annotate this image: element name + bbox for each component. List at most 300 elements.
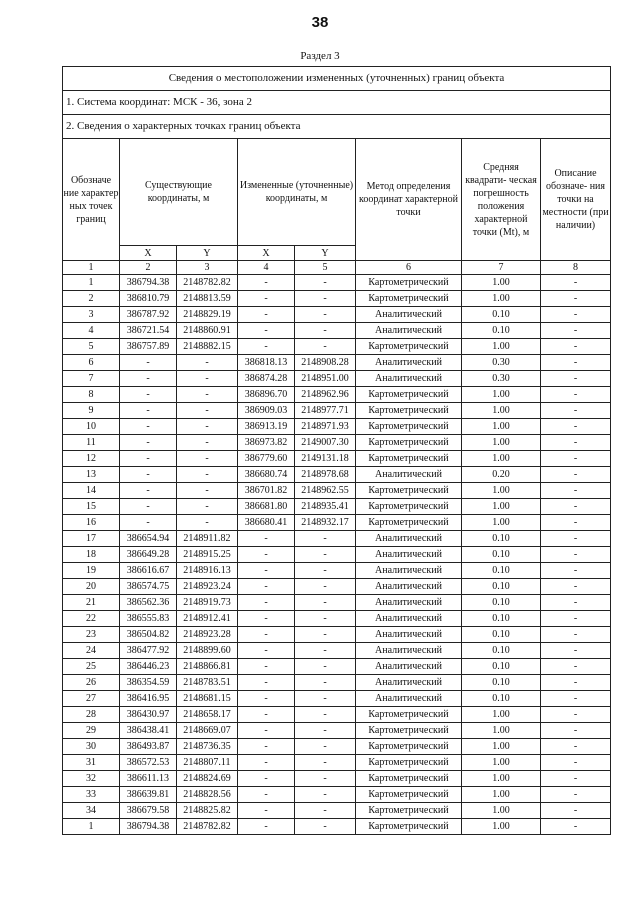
- cell-error: 0.10: [462, 611, 541, 627]
- cell-point-id: 18: [63, 547, 120, 563]
- cell-existing-x: -: [120, 355, 177, 371]
- cell-existing-y: 2148915.25: [177, 547, 238, 563]
- cell-changed-y: -: [295, 643, 356, 659]
- cell-changed-y: -: [295, 275, 356, 291]
- cell-error: 1.00: [462, 339, 541, 355]
- points-heading: 2. Сведения о характерных точках границ объекта: [63, 115, 611, 139]
- cell-error: 1.00: [462, 387, 541, 403]
- table-row: [63, 819, 611, 835]
- cell-method: Картометрический: [356, 755, 462, 771]
- header-error: Средняя квадрати- ческая погрешность положения характерной точки (Mt), м: [462, 139, 541, 261]
- cell-error: 0.20: [462, 467, 541, 483]
- cell-changed-y: 2148908.28: [295, 355, 356, 371]
- cell-error: 0.10: [462, 307, 541, 323]
- cell-error: 1.00: [462, 739, 541, 755]
- table-row: [63, 659, 611, 675]
- cell-point-id: 26: [63, 675, 120, 691]
- cell-error: 1.00: [462, 483, 541, 499]
- cell-point-id: 33: [63, 787, 120, 803]
- cell-error: 0.10: [462, 547, 541, 563]
- cell-existing-y: -: [177, 515, 238, 531]
- cell-existing-y: 2148919.73: [177, 595, 238, 611]
- cell-method: Картометрический: [356, 275, 462, 291]
- cell-existing-y: 2148807.11: [177, 755, 238, 771]
- column-numbers-row: [63, 261, 611, 275]
- cell-description: -: [541, 371, 611, 387]
- cell-point-id: 10: [63, 419, 120, 435]
- cell-point-id: 24: [63, 643, 120, 659]
- cell-point-id: 21: [63, 595, 120, 611]
- table-row: [63, 419, 611, 435]
- cell-description: -: [541, 275, 611, 291]
- column-number: 8: [541, 261, 611, 275]
- cell-description: -: [541, 355, 611, 371]
- cell-changed-y: -: [295, 339, 356, 355]
- cell-existing-y: -: [177, 499, 238, 515]
- cell-error: 1.00: [462, 803, 541, 819]
- column-number: 2: [120, 261, 177, 275]
- cell-error: 0.30: [462, 355, 541, 371]
- column-number: 5: [295, 261, 356, 275]
- cell-existing-x: 386574.75: [120, 579, 177, 595]
- cell-existing-y: 2148916.13: [177, 563, 238, 579]
- cell-point-id: 32: [63, 771, 120, 787]
- cell-changed-y: -: [295, 611, 356, 627]
- cell-method: Картометрический: [356, 483, 462, 499]
- cell-existing-y: 2148813.59: [177, 291, 238, 307]
- cell-description: -: [541, 755, 611, 771]
- cell-existing-y: 2148923.28: [177, 627, 238, 643]
- cell-changed-y: -: [295, 723, 356, 739]
- cell-changed-x: -: [238, 307, 295, 323]
- cell-existing-x: 386679.58: [120, 803, 177, 819]
- cell-description: -: [541, 515, 611, 531]
- table-row: [63, 787, 611, 803]
- cell-existing-y: 2148681.15: [177, 691, 238, 707]
- cell-method: Картометрический: [356, 819, 462, 835]
- cell-existing-x: 386654.94: [120, 531, 177, 547]
- column-number: 7: [462, 261, 541, 275]
- cell-changed-x: 386681.80: [238, 499, 295, 515]
- cell-changed-x: 386779.60: [238, 451, 295, 467]
- cell-existing-y: -: [177, 355, 238, 371]
- cell-point-id: 23: [63, 627, 120, 643]
- cell-changed-y: 2148978.68: [295, 467, 356, 483]
- cell-error: 1.00: [462, 435, 541, 451]
- table-row: [63, 531, 611, 547]
- cell-changed-y: -: [295, 579, 356, 595]
- column-number: 4: [238, 261, 295, 275]
- cell-description: -: [541, 435, 611, 451]
- cell-changed-y: 2148962.96: [295, 387, 356, 403]
- cell-method: Аналитический: [356, 371, 462, 387]
- table-row: [63, 675, 611, 691]
- table-row: [63, 579, 611, 595]
- cell-existing-x: 386721.54: [120, 323, 177, 339]
- cell-existing-y: 2148882.15: [177, 339, 238, 355]
- cell-description: -: [541, 819, 611, 835]
- cell-existing-y: 2148899.60: [177, 643, 238, 659]
- table-row: [63, 803, 611, 819]
- cell-point-id: 14: [63, 483, 120, 499]
- cell-existing-y: 2148911.82: [177, 531, 238, 547]
- cell-existing-y: -: [177, 419, 238, 435]
- cell-changed-y: 2148932.17: [295, 515, 356, 531]
- cell-point-id: 30: [63, 739, 120, 755]
- cell-changed-x: -: [238, 739, 295, 755]
- column-number: 1: [63, 261, 120, 275]
- cell-changed-x: 386973.82: [238, 435, 295, 451]
- cell-changed-y: -: [295, 771, 356, 787]
- table-row: [63, 323, 611, 339]
- cell-existing-x: 386416.95: [120, 691, 177, 707]
- header-changed-x: X: [238, 246, 295, 261]
- table-row: [63, 707, 611, 723]
- cell-description: -: [541, 419, 611, 435]
- cell-method: Картометрический: [356, 403, 462, 419]
- cell-point-id: 20: [63, 579, 120, 595]
- cell-existing-y: 2148669.07: [177, 723, 238, 739]
- cell-point-id: 22: [63, 611, 120, 627]
- cell-changed-x: -: [238, 691, 295, 707]
- cell-existing-x: -: [120, 403, 177, 419]
- cell-point-id: 27: [63, 691, 120, 707]
- cell-point-id: 12: [63, 451, 120, 467]
- cell-changed-x: -: [238, 659, 295, 675]
- cell-error: 0.10: [462, 675, 541, 691]
- cell-changed-y: -: [295, 787, 356, 803]
- cell-point-id: 6: [63, 355, 120, 371]
- cell-changed-y: -: [295, 819, 356, 835]
- cell-existing-x: 386572.53: [120, 755, 177, 771]
- cell-existing-y: 2148736.35: [177, 739, 238, 755]
- table-row: [63, 275, 611, 291]
- cell-point-id: 7: [63, 371, 120, 387]
- cell-existing-x: -: [120, 419, 177, 435]
- cell-description: -: [541, 387, 611, 403]
- cell-existing-x: 386616.67: [120, 563, 177, 579]
- cell-method: Картометрический: [356, 419, 462, 435]
- cell-point-id: 3: [63, 307, 120, 323]
- cell-point-id: 31: [63, 755, 120, 771]
- cell-error: 1.00: [462, 707, 541, 723]
- table-row: [63, 355, 611, 371]
- cell-method: Картометрический: [356, 515, 462, 531]
- cell-method: Аналитический: [356, 611, 462, 627]
- cell-description: -: [541, 531, 611, 547]
- table-row: [63, 627, 611, 643]
- cell-description: -: [541, 403, 611, 419]
- cell-error: 1.00: [462, 291, 541, 307]
- table-row: [63, 643, 611, 659]
- cell-existing-y: 2148782.82: [177, 275, 238, 291]
- cell-method: Аналитический: [356, 675, 462, 691]
- cell-point-id: 4: [63, 323, 120, 339]
- cell-method: Аналитический: [356, 595, 462, 611]
- table-row: [63, 291, 611, 307]
- cell-changed-y: 2148951.00: [295, 371, 356, 387]
- cell-existing-x: 386430.97: [120, 707, 177, 723]
- cell-existing-y: 2148912.41: [177, 611, 238, 627]
- cell-description: -: [541, 787, 611, 803]
- table-row: [63, 691, 611, 707]
- cell-point-id: 1: [63, 819, 120, 835]
- cell-error: 1.00: [462, 755, 541, 771]
- cell-error: 1.00: [462, 819, 541, 835]
- cell-changed-y: -: [295, 803, 356, 819]
- cell-existing-y: 2148923.24: [177, 579, 238, 595]
- cell-existing-y: 2148824.69: [177, 771, 238, 787]
- cell-changed-x: -: [238, 771, 295, 787]
- table-row: [63, 339, 611, 355]
- cell-existing-x: 386446.23: [120, 659, 177, 675]
- cell-changed-x: -: [238, 275, 295, 291]
- table-row: [63, 563, 611, 579]
- cell-point-id: 29: [63, 723, 120, 739]
- cell-existing-x: 386504.82: [120, 627, 177, 643]
- table-row: [63, 483, 611, 499]
- cell-method: Аналитический: [356, 691, 462, 707]
- cell-existing-y: -: [177, 451, 238, 467]
- cell-description: -: [541, 451, 611, 467]
- table-row: [63, 595, 611, 611]
- table-row: [63, 771, 611, 787]
- cell-changed-x: -: [238, 611, 295, 627]
- table-row: [63, 739, 611, 755]
- cell-point-id: 5: [63, 339, 120, 355]
- cell-error: 0.10: [462, 643, 541, 659]
- cell-description: -: [541, 307, 611, 323]
- cell-description: -: [541, 595, 611, 611]
- table-row: [63, 515, 611, 531]
- cell-point-id: 25: [63, 659, 120, 675]
- cell-existing-y: 2148783.51: [177, 675, 238, 691]
- cell-changed-y: 2149007.30: [295, 435, 356, 451]
- cell-error: 1.00: [462, 787, 541, 803]
- cell-error: 1.00: [462, 403, 541, 419]
- cell-method: Аналитический: [356, 627, 462, 643]
- cell-existing-y: -: [177, 483, 238, 499]
- cell-method: Аналитический: [356, 643, 462, 659]
- cell-changed-y: 2148962.55: [295, 483, 356, 499]
- cell-existing-x: -: [120, 451, 177, 467]
- cell-existing-y: -: [177, 467, 238, 483]
- cell-existing-x: -: [120, 467, 177, 483]
- cell-point-id: 15: [63, 499, 120, 515]
- cell-changed-x: -: [238, 579, 295, 595]
- header-changed-y: Y: [295, 246, 356, 261]
- cell-changed-y: -: [295, 739, 356, 755]
- cell-changed-x: -: [238, 563, 295, 579]
- coordinate-system: 1. Система координат: МСК - 36, зона 2: [63, 91, 611, 115]
- section-title: Раздел 3: [300, 50, 340, 62]
- cell-existing-x: 386562.36: [120, 595, 177, 611]
- cell-existing-y: 2148829.19: [177, 307, 238, 323]
- cell-existing-x: 386493.87: [120, 739, 177, 755]
- cell-existing-y: 2148860.91: [177, 323, 238, 339]
- cell-existing-x: 386787.92: [120, 307, 177, 323]
- cell-existing-y: -: [177, 403, 238, 419]
- table-caption: Сведения о местоположении измененных (уточненных) границ объекта: [63, 67, 611, 91]
- cell-error: 1.00: [462, 275, 541, 291]
- cell-method: Картометрический: [356, 723, 462, 739]
- cell-description: -: [541, 659, 611, 675]
- cell-changed-y: -: [295, 563, 356, 579]
- cell-error: 0.10: [462, 627, 541, 643]
- table-row: [63, 403, 611, 419]
- cell-changed-x: 386874.28: [238, 371, 295, 387]
- cell-changed-x: -: [238, 755, 295, 771]
- cell-description: -: [541, 547, 611, 563]
- cell-existing-y: -: [177, 387, 238, 403]
- cell-point-id: 13: [63, 467, 120, 483]
- table-row: [63, 451, 611, 467]
- cell-existing-x: -: [120, 499, 177, 515]
- cell-changed-x: -: [238, 723, 295, 739]
- cell-point-id: 17: [63, 531, 120, 547]
- header-existing-coordinates: Существующие координаты, м: [120, 139, 238, 246]
- header-existing-x: X: [120, 246, 177, 261]
- cell-description: -: [541, 739, 611, 755]
- table-row: [63, 387, 611, 403]
- cell-method: Аналитический: [356, 355, 462, 371]
- cell-method: Аналитический: [356, 547, 462, 563]
- cell-point-id: 1: [63, 275, 120, 291]
- cell-existing-x: 386757.89: [120, 339, 177, 355]
- cell-method: Аналитический: [356, 467, 462, 483]
- cell-description: -: [541, 579, 611, 595]
- cell-description: -: [541, 467, 611, 483]
- cell-existing-x: 386611.13: [120, 771, 177, 787]
- cell-method: Картометрический: [356, 435, 462, 451]
- cell-description: -: [541, 483, 611, 499]
- cell-changed-y: -: [295, 707, 356, 723]
- header-point-designation: Обозначе ние характер ных точек границ: [63, 139, 120, 261]
- cell-existing-y: 2148782.82: [177, 819, 238, 835]
- cell-changed-y: -: [295, 627, 356, 643]
- cell-error: 1.00: [462, 499, 541, 515]
- cell-error: 1.00: [462, 723, 541, 739]
- cell-description: -: [541, 691, 611, 707]
- cell-changed-x: 386701.82: [238, 483, 295, 499]
- cell-method: Картометрический: [356, 707, 462, 723]
- cell-method: Аналитический: [356, 323, 462, 339]
- cell-existing-x: -: [120, 435, 177, 451]
- cell-existing-x: 386810.79: [120, 291, 177, 307]
- cell-changed-y: -: [295, 547, 356, 563]
- cell-existing-y: -: [177, 435, 238, 451]
- table-row: [63, 499, 611, 515]
- cell-method: Картометрический: [356, 739, 462, 755]
- cell-changed-x: -: [238, 547, 295, 563]
- cell-method: Аналитический: [356, 563, 462, 579]
- table-row: [63, 611, 611, 627]
- cell-error: 1.00: [462, 451, 541, 467]
- boundary-points-table: [62, 66, 611, 835]
- cell-method: Картометрический: [356, 787, 462, 803]
- cell-changed-x: 386680.74: [238, 467, 295, 483]
- cell-changed-y: -: [295, 307, 356, 323]
- cell-error: 1.00: [462, 419, 541, 435]
- page-number: 38: [311, 14, 329, 31]
- table-row: [63, 755, 611, 771]
- cell-method: Картометрический: [356, 291, 462, 307]
- header-existing-y: Y: [177, 246, 238, 261]
- cell-description: -: [541, 643, 611, 659]
- cell-error: 0.10: [462, 531, 541, 547]
- cell-description: -: [541, 499, 611, 515]
- cell-changed-x: -: [238, 339, 295, 355]
- column-number: 3: [177, 261, 238, 275]
- cell-existing-x: -: [120, 515, 177, 531]
- cell-existing-y: 2148828.56: [177, 787, 238, 803]
- cell-changed-y: 2148971.93: [295, 419, 356, 435]
- cell-changed-y: -: [295, 659, 356, 675]
- cell-changed-x: -: [238, 595, 295, 611]
- cell-point-id: 16: [63, 515, 120, 531]
- cell-changed-x: -: [238, 707, 295, 723]
- cell-changed-x: -: [238, 803, 295, 819]
- cell-changed-x: -: [238, 787, 295, 803]
- cell-existing-y: 2148658.17: [177, 707, 238, 723]
- cell-method: Картометрический: [356, 451, 462, 467]
- cell-changed-y: -: [295, 291, 356, 307]
- cell-changed-x: 386913.19: [238, 419, 295, 435]
- cell-changed-x: 386680.41: [238, 515, 295, 531]
- cell-method: Аналитический: [356, 579, 462, 595]
- cell-changed-y: 2149131.18: [295, 451, 356, 467]
- cell-changed-x: -: [238, 643, 295, 659]
- cell-description: -: [541, 563, 611, 579]
- cell-changed-x: -: [238, 675, 295, 691]
- header-method: Метод определения координат характерной точки: [356, 139, 462, 261]
- cell-changed-y: 2148977.71: [295, 403, 356, 419]
- cell-changed-y: -: [295, 595, 356, 611]
- cell-point-id: 11: [63, 435, 120, 451]
- cell-existing-x: -: [120, 371, 177, 387]
- header-changed-coordinates: Измененные (уточненные) координаты, м: [238, 139, 356, 246]
- cell-description: -: [541, 611, 611, 627]
- cell-error: 0.10: [462, 323, 541, 339]
- cell-changed-y: -: [295, 691, 356, 707]
- table-row: [63, 435, 611, 451]
- cell-changed-x: 386818.13: [238, 355, 295, 371]
- cell-existing-x: 386438.41: [120, 723, 177, 739]
- cell-method: Картометрический: [356, 771, 462, 787]
- cell-error: 0.30: [462, 371, 541, 387]
- column-number: 6: [356, 261, 462, 275]
- cell-existing-y: -: [177, 371, 238, 387]
- cell-description: -: [541, 723, 611, 739]
- cell-changed-x: -: [238, 323, 295, 339]
- cell-description: -: [541, 771, 611, 787]
- cell-method: Аналитический: [356, 531, 462, 547]
- cell-point-id: 2: [63, 291, 120, 307]
- cell-point-id: 34: [63, 803, 120, 819]
- cell-changed-y: -: [295, 531, 356, 547]
- cell-method: Картометрический: [356, 499, 462, 515]
- cell-changed-y: -: [295, 755, 356, 771]
- cell-existing-x: 386794.38: [120, 275, 177, 291]
- cell-changed-x: -: [238, 627, 295, 643]
- cell-point-id: 28: [63, 707, 120, 723]
- cell-existing-y: 2148866.81: [177, 659, 238, 675]
- cell-point-id: 19: [63, 563, 120, 579]
- cell-error: 0.10: [462, 595, 541, 611]
- cell-error: 0.10: [462, 691, 541, 707]
- cell-description: -: [541, 627, 611, 643]
- cell-changed-y: 2148935.41: [295, 499, 356, 515]
